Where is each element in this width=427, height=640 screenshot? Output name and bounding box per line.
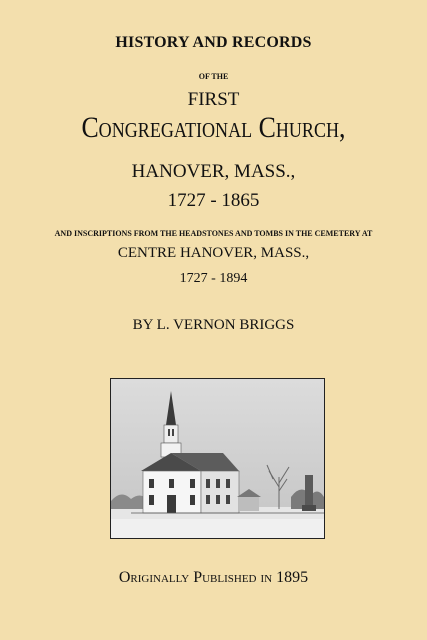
town-text: HANOVER, MASS., bbox=[131, 161, 296, 182]
author-line: BY L. VERNON BRIGGS bbox=[132, 317, 295, 333]
years-range-1: 1727 - 1865 bbox=[167, 190, 260, 211]
cemetery-place: CENTRE HANOVER, MASS., bbox=[117, 245, 310, 261]
inscriptions-text: AND INSCRIPTIONS FROM THE HEADSTONES AND TOMBS IN THE CEMETERY AT bbox=[54, 229, 373, 238]
heading-history-and-records: HISTORY AND RECORDS bbox=[115, 34, 312, 51]
church-photo-illustration bbox=[111, 379, 324, 538]
church-photo bbox=[110, 378, 325, 539]
church-title: Congregational Church, bbox=[81, 111, 346, 144]
originally-published-line: Originally Published in 1895 bbox=[118, 569, 309, 586]
of-the-text: OF THE bbox=[198, 72, 229, 81]
years-range-2: 1727 - 1894 bbox=[179, 271, 248, 286]
first-text: FIRST bbox=[187, 89, 240, 110]
